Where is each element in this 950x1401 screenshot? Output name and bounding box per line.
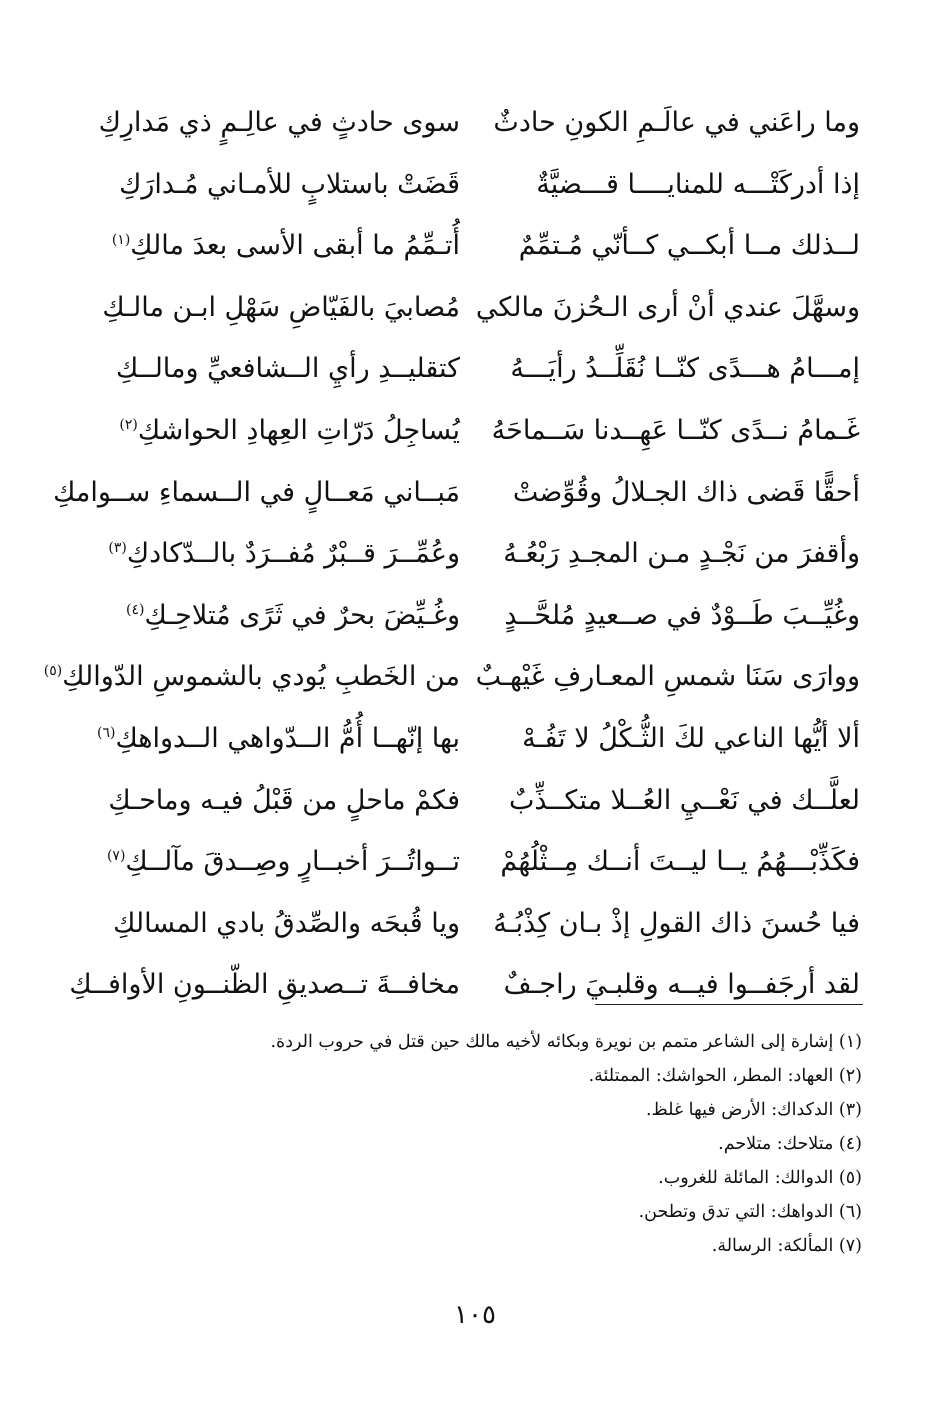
verse-second-text: ويا قُبحَه والصِّدقُ بادي المسالكِ <box>113 907 460 939</box>
verse-first-hemistich: لعلَّــك في نَعْــيِ العُــلا متكــذِّبٌ <box>509 784 860 816</box>
verse-second-text: وغُـيِّضَ بحرٌ في ثَرًى مُتلاحِـكِ <box>144 599 460 631</box>
footnote: (١) إشارة إلى الشاعر متمم بن نويرة وبكائه لأخيه مالك حين قتل في حروب الردة. <box>270 1032 862 1052</box>
verse-second-text: من الخَطبِ يُودي بالشموسِ الدّوالكِ <box>62 661 460 693</box>
verse-first-hemistich: ووارَى سَنَا شمسِ المعـارفِ غَيْهـبٌ <box>475 661 860 693</box>
verse-line <box>102 277 860 339</box>
footnote-marker: (٧) <box>106 848 126 865</box>
verse-first-hemistich: لــذلك مــا أبكــي كــأنّي مُـتمِّمٌ <box>518 230 860 262</box>
verse-first-hemistich: فيا حُسنَ ذاك القولِ إذْ بـان كِذْبُـهُ <box>493 907 860 939</box>
footnote-separator <box>595 1004 863 1005</box>
verse-second-hemistich <box>108 770 460 832</box>
verse-second-text: بها إنّهــا أُمُّ الــدّواهي الــدواهكِ <box>115 722 460 754</box>
footnote-marker: (٣) <box>108 540 127 557</box>
verse-first-hemistich: فكَذِّبْـــهُمُ يــا ليــتَ أنــك مِــثْلُهُمْ <box>500 846 860 878</box>
verse-second-text: كتقليــدِ رأيِ الــشافعيِّ ومالــكِ <box>116 353 460 385</box>
poem <box>43 92 860 1016</box>
footnote: (٣) الدكداك: الأرض فيها غلظ. <box>645 1100 862 1120</box>
footnote-marker: (١) <box>111 232 131 249</box>
footnote-marker: (٥) <box>43 663 63 680</box>
verse-second-text: أُتـمِّمُ ما أبقى الأسى بعدَ مالكِ <box>130 230 460 262</box>
verse-first-hemistich: أحقًّا قَضى ذاك الجـلالُ وقُوِّضتْ <box>512 476 860 508</box>
verse-first-hemistich: وغُيِّــبَ طَــوْدٌ في صــعيدٍ مُلحَّــدٍ <box>504 599 860 631</box>
verse-second-hemistich <box>108 523 460 585</box>
verse-second-hemistich <box>116 338 460 400</box>
footnote-marker: (٤) <box>126 601 145 618</box>
verse-line <box>53 462 860 524</box>
verse-first-hemistich: وأقفرَ من نَجْـدٍ مـن المجـدِ رَبْعُـهُ <box>503 538 860 570</box>
verse-line <box>120 400 860 462</box>
footnotes <box>162 1025 862 1263</box>
verse-second-hemistich <box>53 462 460 524</box>
verse-line <box>106 831 860 893</box>
verse-first-hemistich: وسهَّلَ عندي أنْ أرى الـحُزنَ مالكي <box>475 291 860 323</box>
footnote: (٤) متلاحك: متلاحم. <box>718 1134 862 1154</box>
verse-second-text: وعُمِّــرَ قــبْرٌ مُفــرَدٌ بالــدّكادكِ <box>126 538 460 570</box>
verse-second-hemistich <box>120 585 460 647</box>
verse-second-hemistich <box>113 893 460 955</box>
verse-second-hemistich <box>120 154 460 216</box>
footnote: (٥) الدوالك: المائلة للغروب. <box>658 1168 862 1188</box>
footnote-marker: (٢) <box>119 416 138 433</box>
verse-second-hemistich <box>106 831 460 893</box>
verse-second-text: تــواتُــرَ أخبــارٍ وصِــدقَ مآلــكِ <box>125 846 460 878</box>
verse-line <box>113 893 860 955</box>
verse-second-text: مخافــةَ تــصديقِ الظّنــونِ الأوافــكِ <box>69 969 460 1001</box>
footnote: (٧) المألكة: الرسالة. <box>711 1236 862 1256</box>
verse-line <box>97 708 860 770</box>
verse-second-text: مَبــاني مَعــالٍ في الــسماءِ ســوامكِ <box>53 476 460 508</box>
verse-line <box>111 215 860 277</box>
verse-first-hemistich: وما راعَني في عالَـمِ الكونِ حادثٌ <box>493 107 860 138</box>
verse-first-hemistich: لقد أرجَفــوا فيــه وقلبـيَ راجـفٌ <box>503 969 860 1001</box>
verse-second-text: يُساجِلُ دَرّاتِ العِهادِ الحواشكِ <box>137 414 460 446</box>
verse-second-hemistich <box>111 215 460 277</box>
verse-line <box>43 646 860 708</box>
verse-first-hemistich: إمـــامُ هـــدًى كنّــا نُقَلِّــدُ رأيَـــهُ <box>510 353 860 385</box>
verse-first-hemistich: ألا أيُّها الناعي لكَ الثُّـكْلُ لا تَفُـهْ <box>522 722 860 754</box>
verse-second-hemistich <box>120 400 460 462</box>
verse-second-hemistich <box>97 708 460 770</box>
footnote-marker: (٦) <box>97 724 116 741</box>
verse-line <box>108 523 860 585</box>
verse-first-hemistich: إذا أدركَتْـــه للمنايــــا قـــضيَّةٌ <box>536 168 860 200</box>
verse-second-text: قَضَتْ باستلابٍ للأمـاني مُـدارَكِ <box>119 168 460 200</box>
verse-line <box>120 154 860 216</box>
verse-line <box>116 338 860 400</box>
verse-second-hemistich <box>102 277 460 339</box>
verse-second-text: مُصابيَ بالفَيّاضِ سَهْلِ ابـن مالـكِ <box>102 291 460 323</box>
verse-second-hemistich <box>43 646 460 708</box>
verse-second-text: فكمْ ماحلٍ من قَبْلُ فيـه وماحـكِ <box>108 784 460 816</box>
verse-line <box>120 585 860 647</box>
verse-line <box>98 92 860 154</box>
verse-second-hemistich <box>98 92 460 154</box>
verse-second-hemistich <box>69 954 460 1016</box>
footnote: (٦) الدواهك: التي تدق وتطحن. <box>638 1202 862 1222</box>
page-number: ١٠٥ <box>454 1300 496 1330</box>
verse-second-text: سوى حادثٍ في عالِـمٍ ذي مَدارِكِ <box>98 107 460 138</box>
footnote: (٢) العهاد: المطر، الحواشك: الممتلئة. <box>588 1066 862 1086</box>
verse-line <box>69 954 860 1016</box>
verse-first-hemistich: غَـمامُ نــدًى كنّــا عَهِــدنا سَــماحَهُ <box>491 414 860 446</box>
verse-line <box>108 770 860 832</box>
